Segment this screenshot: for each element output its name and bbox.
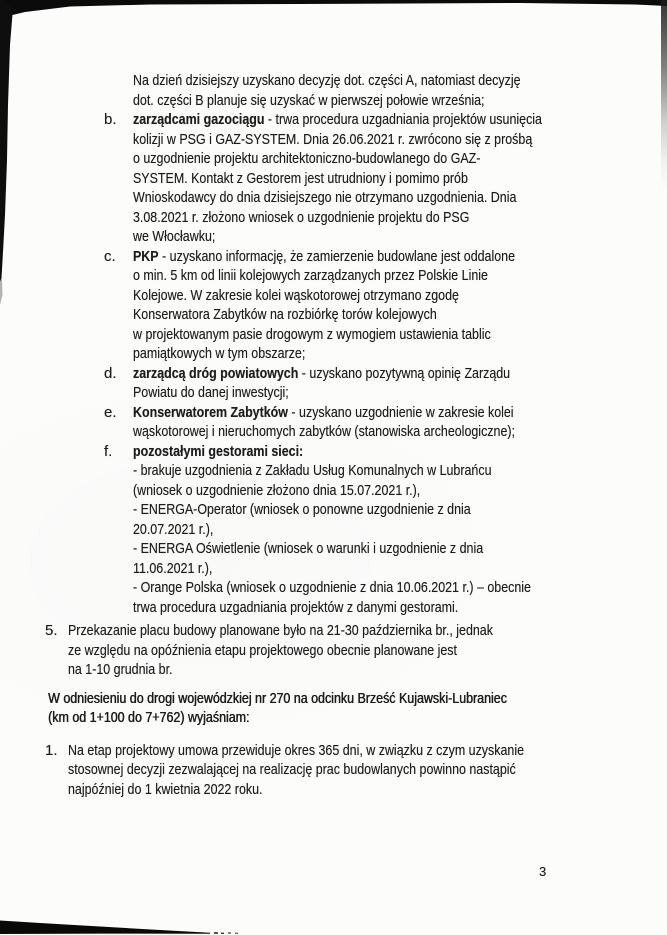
text-line: kolizji w PSG i GAZ-SYSTEM. Dnia 26.06.2021 r. zwrócono się z prośbą	[133, 130, 533, 148]
curl-speck	[235, 933, 238, 934]
text-line: - ENERGA Oświetlenie (wniosek o warunki i uzgodnienie z dnia	[133, 540, 484, 557]
text-line: dot. części B planuje się uzyskać w pierwszej połowie września;	[133, 91, 485, 109]
text-line: stosownej decyzji zezwalającej na realizację prac budowlanych powinno nastąpić	[68, 761, 516, 778]
top-edge-scan-line	[0, 0, 667, 18]
left-edge-scan-line	[0, 0, 13, 282]
curl-speck	[214, 932, 218, 934]
text-line: wąskotorowej i nieruchomych zabytków (stanowiska archeologiczne);	[133, 423, 515, 440]
list-marker: d.	[104, 364, 117, 382]
curl-speck	[228, 932, 231, 933]
list-marker: 5.	[45, 622, 58, 639]
text-line: trwa procedura uzgadniania projektów z danymi gestorami.	[133, 598, 459, 616]
text-line: SYSTEM. Kontakt z Gestorem jest utrudniony i pomimo prób	[133, 169, 468, 187]
list-marker: b.	[104, 111, 117, 128]
bold-label: pozostałymi gestorami sieci:	[133, 442, 304, 460]
text-line: 20.07.2021 r.),	[133, 520, 214, 538]
bottom-left-page-curl	[0, 921, 210, 935]
text-line: Na dzień dzisiejszy uzyskano decyzję dot. części A, natomiast decyzję	[133, 72, 521, 89]
text-line: 11.06.2021 r.),	[133, 559, 213, 577]
list-marker: 1.	[45, 741, 58, 759]
text-line: Wnioskodawcy do dnia dzisiejszego nie otrzymano uzgodnienia. Dnia	[133, 189, 517, 206]
text-line: - Orange Polska (wniosek o uzgodnienie z dnia 10.06.2021 r.) – obecnie	[133, 579, 531, 596]
bold-label: zarządcą dróg powiatowych	[133, 364, 299, 382]
bold-label: PKP	[133, 247, 159, 265]
text-line: o min. 5 km od linii kolejowych zarządzanych przez Polskie Linie	[133, 267, 488, 284]
text-line: Na etap projektowy umowa przewiduje okres 365 dni, w związku z czym uzyskanie	[68, 741, 525, 759]
text-line: we Włocławku;	[133, 228, 216, 245]
text-line: Kolejowe. W zakresie kolei wąskotorowej otrzymano zgodę	[133, 286, 459, 304]
bold-label: Konserwatorem Zabytków	[133, 403, 288, 421]
text-line: - uzyskano informację, że zamierzenie budowlane jest oddalone	[158, 247, 516, 265]
text-line: - ENERGA-Operator (wniosek o ponowne uzgodnienie z dnia	[133, 501, 471, 518]
text-line: (wniosek o uzgodnienie złożono dnia 15.07.2021 r.),	[133, 481, 421, 499]
text-line: pamiątkowych w tym obszarze;	[133, 345, 306, 362]
curl-speck	[221, 933, 224, 934]
text-line: w projektowanym pasie drogowym z wymogiem ustawienia tablic	[133, 325, 491, 343]
text-line: Powiatu do danej inwestycji;	[133, 384, 289, 401]
text-line: W odniesieniu do drogi wojewódzkiej nr 270 na odcinku Brześć Kujawski-Lubraniec	[48, 689, 507, 707]
text-line: o uzgodnienie projektu architektoniczno-budowlanego do GAZ-	[133, 150, 481, 167]
left-edge-scan-tail	[0, 278, 3, 305]
text-line: - brakuje uzgodnienia z Zakładu Usług Komunalnych w Lubrańcu	[133, 462, 492, 479]
list-marker: c.	[104, 247, 116, 265]
text-line: 3.08.2021 r. złożono wniosek o uzgodnienie projektu do PSG	[133, 208, 470, 226]
page-number: 3	[539, 864, 547, 879]
text-line: na 1-10 grudnia br.	[68, 661, 173, 678]
list-marker: e.	[104, 403, 117, 421]
text-line: - trwa procedura uzgadniania projektów usunięcia	[264, 111, 542, 128]
text-line: najpóźniej do 1 kwietnia 2022 roku.	[68, 780, 263, 798]
text-line: - uzyskano uzgodnienie w zakresie kolei	[287, 403, 514, 421]
text-line: - uzyskano pozytywną opinię Zarządu	[298, 364, 511, 382]
list-marker: f.	[104, 442, 113, 460]
bold-label: zarządcami gazociągu	[133, 111, 265, 128]
text-line: Przekazanie placu budowy planowane było na 21-30 października br., jednak	[68, 622, 493, 639]
text-line: Konserwatora Zabytków na rozbiórkę torów kolejowych	[133, 306, 437, 323]
text-line: (km od 1+100 do 7+762) wyjaśniam:	[48, 709, 250, 726]
text-line: ze względu na opóźnienia etapu projektowego obecnie planowane jest	[68, 641, 457, 659]
